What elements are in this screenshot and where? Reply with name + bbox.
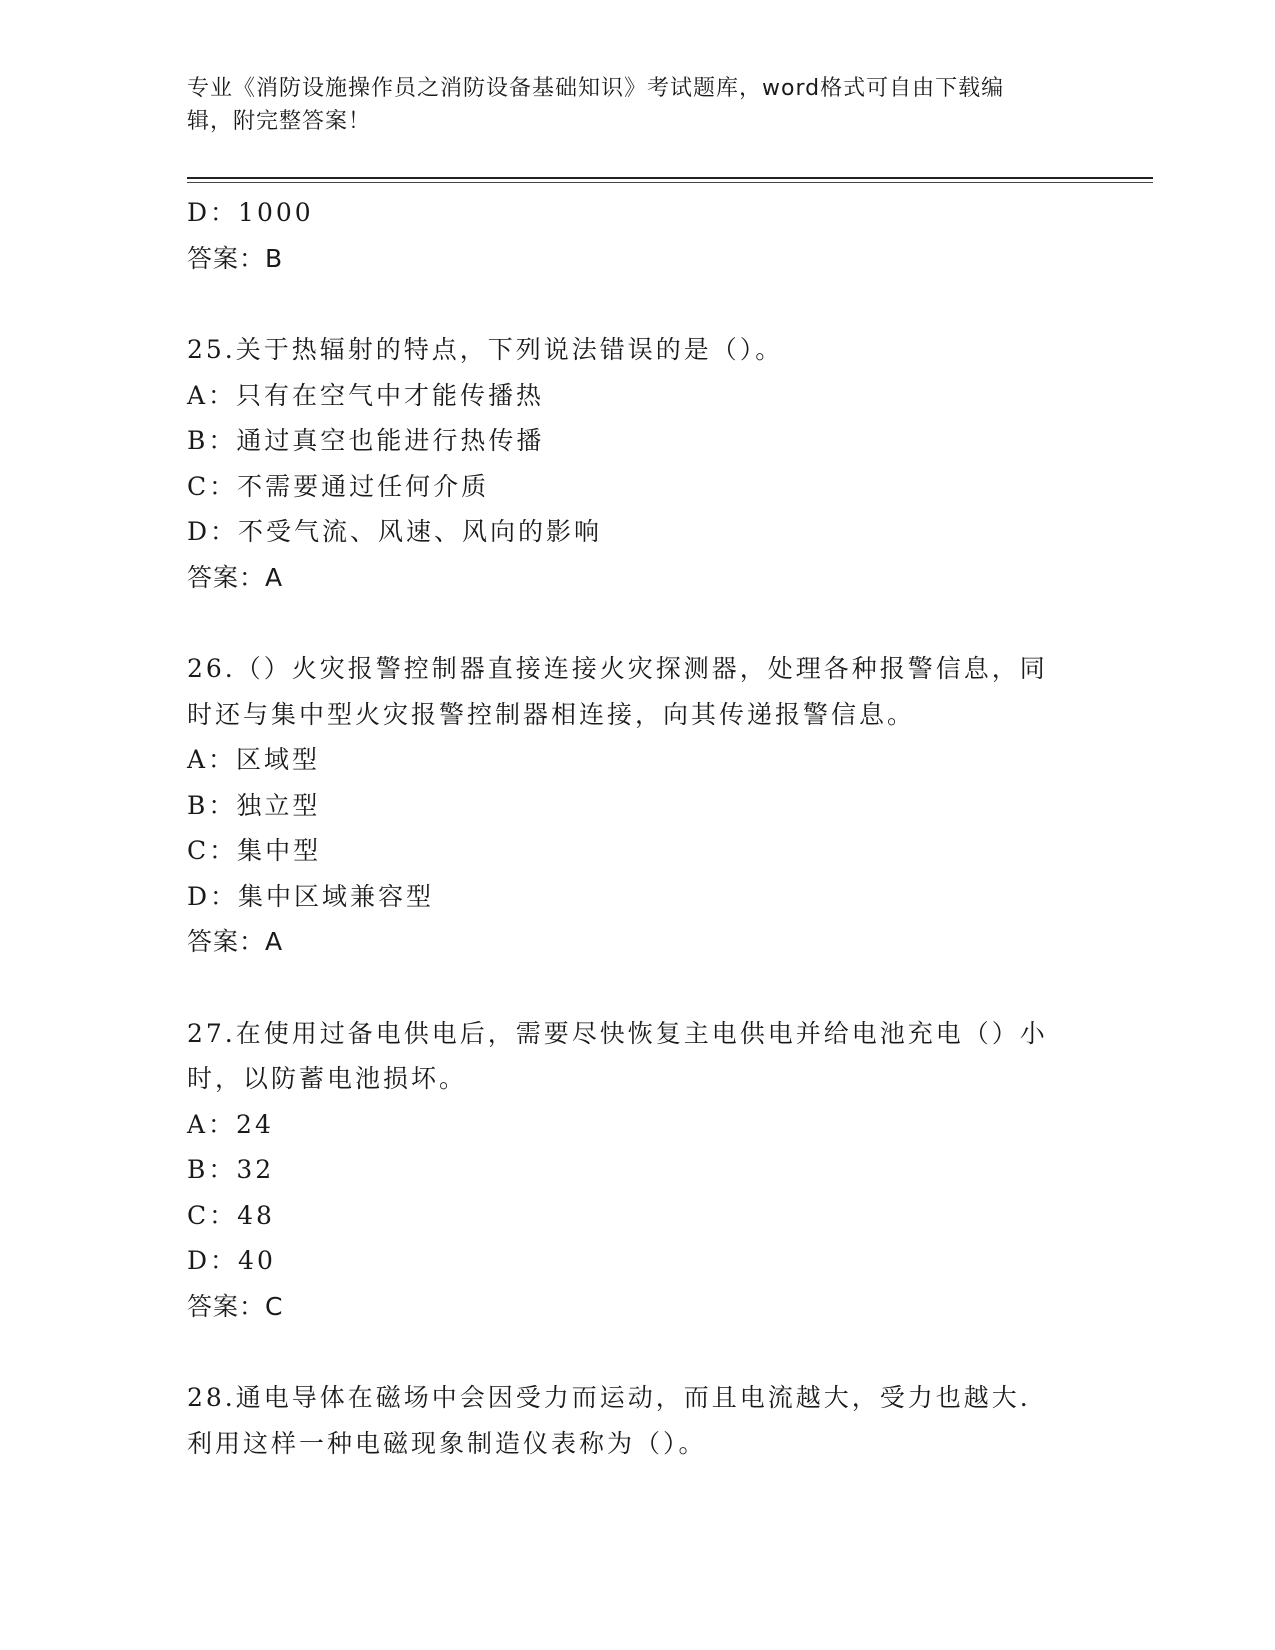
option-d: D：1000 — [187, 198, 314, 227]
option-a: A：区域型 — [187, 745, 321, 774]
spacer — [187, 965, 1087, 1011]
question-stem-line-2: 时，以防蓄电池损坏。 — [187, 1064, 468, 1093]
question-stem-line-2: 利用这样一种电磁现象制造仪表称为（）。 — [187, 1428, 707, 1458]
question-stem: 25.关于热辐射的特点，下列说法错误的是（）。 — [187, 335, 784, 364]
option-a: A：只有在空气中才能传播热 — [187, 380, 545, 410]
option-c: C：集中型 — [187, 836, 322, 865]
option-d: D：不受气流、风速、风向的影响 — [187, 517, 603, 546]
answer: 答案：C — [187, 1291, 284, 1321]
header-divider — [187, 177, 1153, 179]
option-b: B：独立型 — [187, 790, 321, 820]
document-header — [187, 72, 1067, 138]
option-b: B：32 — [187, 1155, 275, 1184]
option-c: C：不需要通过任何介质 — [187, 471, 490, 501]
question-stem-line-1: 26.（）火灾报警控制器直接连接火灾探测器，处理各种报警信息，同 — [187, 654, 1048, 683]
previous-question — [187, 190, 1087, 281]
question-26 — [187, 646, 1087, 965]
spacer — [187, 600, 1087, 646]
option-a: A：24 — [187, 1109, 274, 1139]
question-28 — [187, 1375, 1087, 1466]
answer: 答案：B — [187, 243, 284, 273]
question-stem-line-2: 时还与集中型火灾报警控制器相连接，向其传递报警信息。 — [187, 699, 916, 729]
answer: 答案：A — [187, 927, 284, 956]
spacer — [187, 281, 1087, 327]
question-stem-line-1: 27.在使用过备电供电后，需要尽快恢复主电供电并给电池充电（）小 — [187, 1018, 1048, 1048]
option-b: B：通过真空也能进行热传播 — [187, 426, 545, 455]
option-d: D：40 — [187, 1246, 276, 1275]
question-27 — [187, 1011, 1087, 1330]
question-25 — [187, 327, 1087, 600]
header-line-1: 专业《消防设施操作员之消防设备基础知识》考试题库，word格式可自由下载编 — [187, 76, 1005, 101]
question-list — [187, 190, 1087, 1466]
header-line-2: 辑，附完整答案！ — [187, 109, 372, 134]
option-c: C：48 — [187, 1200, 275, 1230]
option-d: D：集中区域兼容型 — [187, 881, 435, 911]
question-stem-line-1: 28.通电导体在磁场中会因受力而运动，而且电流越大，受力也越大. — [187, 1383, 1031, 1412]
spacer — [187, 1329, 1087, 1375]
answer: 答案：A — [187, 562, 284, 592]
header-divider-thin — [187, 182, 1153, 183]
